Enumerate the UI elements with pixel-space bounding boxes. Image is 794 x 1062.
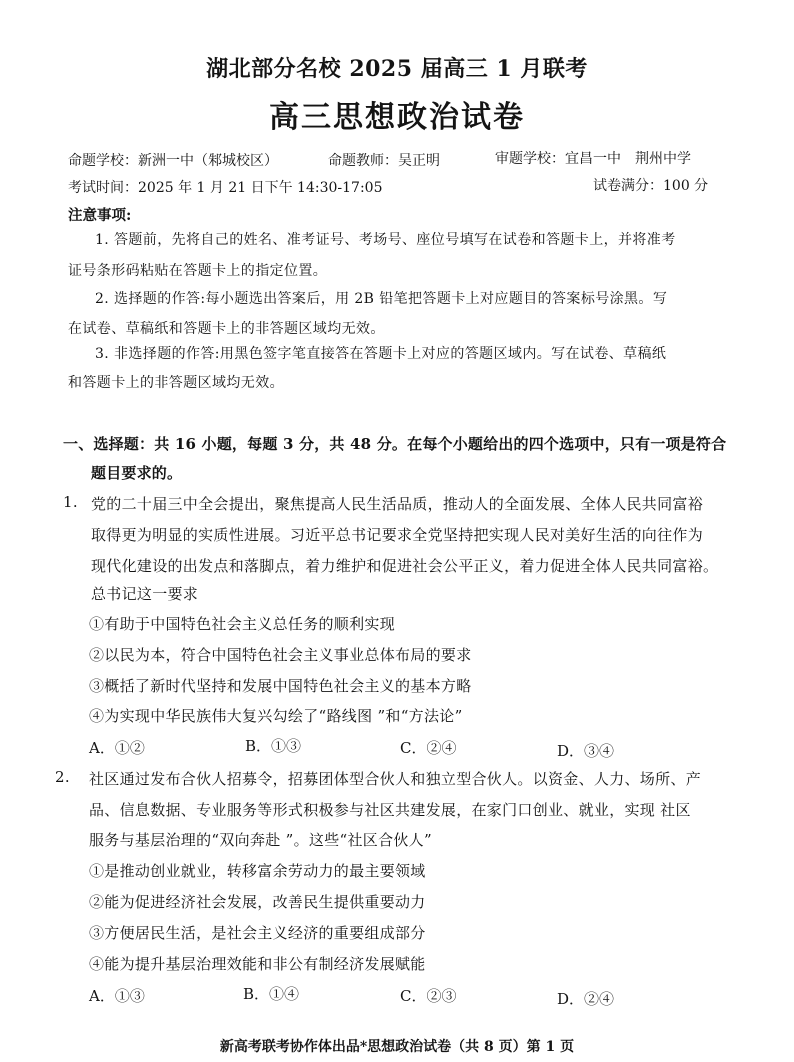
statement: ①有助于中国特色社会主义总任务的顺利实现	[89, 615, 396, 633]
question-stem-line: 党的二十届三中全会提出，聚焦提高人民生活品质，推动人的全面发展、全体人民共同富裕	[91, 495, 704, 513]
notes-line: 在试卷、草稿纸和答题卡上的非答题区域均无效。	[68, 321, 385, 337]
question-stem-line: 品、信息数据、专业服务等形式积极参与社区共建发展，在家门口创业、就业，实现 社区	[89, 801, 691, 819]
statement: ②以民为本，符合中国特色社会主义事业总体布局的要求	[89, 646, 472, 664]
question-number: 1.	[63, 493, 78, 511]
full-score: 试卷满分：100 分	[593, 178, 709, 194]
page-footer: 新高考联考协作体出品*思想政治试卷（共 8 页）第 1 页	[219, 1039, 575, 1055]
option-c: C．②④	[400, 739, 457, 757]
question-number: 2.	[55, 768, 70, 786]
question-stem-line: 服务与基层治理的“双向奔赴 ”。这些“社区合伙人”	[89, 831, 432, 849]
question-stem-line: 取得更为明显的实质性进展。习近平总书记要求全党坚持把实现人民对美好生活的向往作为	[91, 526, 704, 544]
reviewer-school: 审题学校：宜昌一中 荆州中学	[495, 151, 691, 167]
section-heading-cont: 题目要求的。	[91, 464, 183, 482]
option-d: D．③④	[557, 742, 615, 760]
statement: ④为实现中华民族伟大复兴勾绘了“路线图 ”和“方法论”	[89, 707, 463, 725]
question-stem-line: 总书记这一要求	[91, 585, 199, 603]
notes-line: 证号条形码粘贴在答题卡上的指定位置。	[68, 263, 328, 279]
option-a: A．①③	[89, 987, 145, 1005]
setter-school: 命题学校：新洲一中（邾城校区）	[68, 153, 278, 169]
section-heading: 一、选择题：共 16 小题，每题 3 分，共 48 分。在每个小题给出的四个选项中，只有一项是符合	[63, 435, 727, 453]
question-stem-line: 社区通过发布合伙人招募令，招募团体型合伙人和独立型合伙人。以资金、人力、场所、产	[89, 770, 702, 788]
option-b: B．①④	[243, 985, 300, 1003]
question-stem-line: 现代化建设的出发点和落脚点，着力维护和促进社会公平正义，着力促进全体人民共同富裕。	[91, 557, 719, 575]
setter-teacher: 命题教师：吴正明	[328, 153, 440, 169]
statement: ②能为促进经济社会发展，改善民生提供重要动力	[89, 893, 426, 911]
paper-title: 高三思想政治试卷	[269, 100, 525, 135]
exam-time: 考试时间：2025 年 1 月 21 日下午 14:30-17:05	[68, 180, 383, 196]
notes-heading: 注意事项:	[68, 207, 132, 224]
statement: ③方便居民生活，是社会主义经济的重要组成部分	[89, 924, 426, 942]
notes-line: 3. 非选择题的作答:用黑色签字笔直接答在答题卡上对应的答题区域内。写在试卷、草稿纸	[95, 346, 667, 362]
exam-title: 湖北部分名校 2025 届高三 1 月联考	[206, 56, 588, 82]
statement: ③概括了新时代坚持和发展中国特色社会主义的基本方略	[89, 677, 472, 695]
option-a: A．①②	[89, 739, 145, 757]
option-c: C．②③	[400, 987, 457, 1005]
notes-line: 1. 答题前，先将自己的姓名、准考证号、考场号、座位号填写在试卷和答题卡上，并将准考	[95, 232, 676, 248]
statement: ④能为提升基层治理效能和非公有制经济发展赋能	[89, 955, 426, 973]
option-d: D．②④	[557, 990, 615, 1008]
notes-line: 2. 选择题的作答:每小题选出答案后，用 2B 铅笔把答题卡上对应题目的答案标号涂黑。写	[95, 291, 668, 307]
notes-line: 和答题卡上的非答题区域均无效。	[68, 375, 284, 391]
statement: ①是推动创业就业，转移富余劳动力的最主要领域	[89, 862, 426, 880]
option-b: B．①③	[245, 737, 302, 755]
